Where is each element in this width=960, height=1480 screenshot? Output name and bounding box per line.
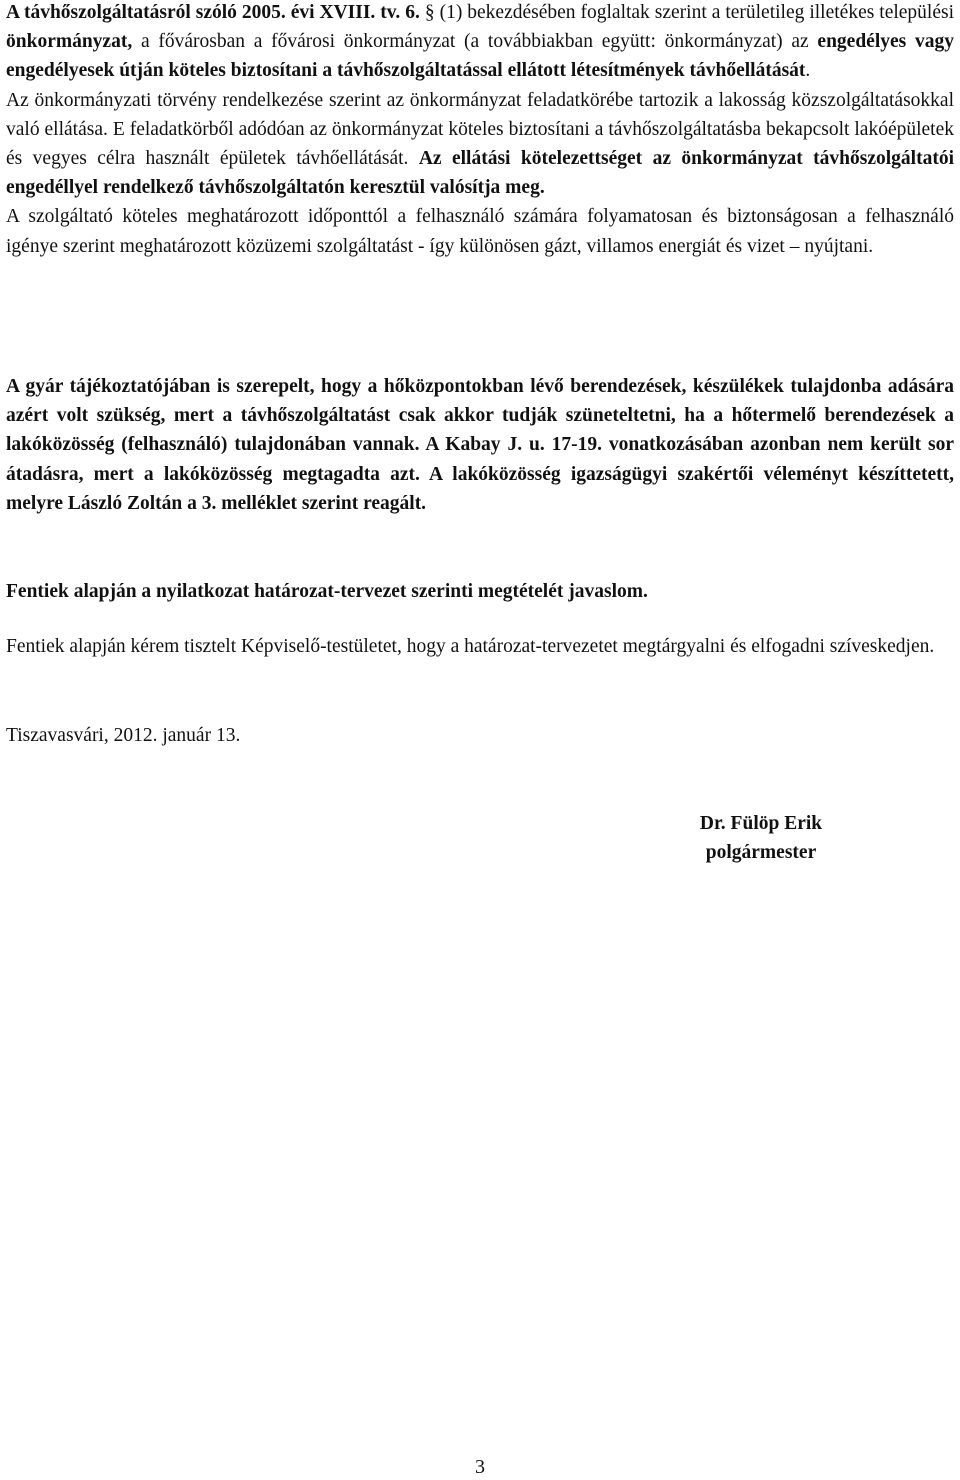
factory-info-paragraph [6, 372, 954, 518]
page-number: 3 [475, 1456, 485, 1478]
section-sign-icon: § [424, 2, 435, 23]
bold-fragment: engedélyes vagy engedélyesek útján köteles biztosítani a távhőszolgáltatással ellátott létesítmények távhőellátását [6, 31, 954, 82]
request-paragraph: Fentiek alapján kérem tisztelt Képviselő-testületet, hogy a határozat-tervezetet megtárgyalni és elfogadni szíveskedjen. [6, 636, 935, 657]
bold-fragment: Az ellátási kötelezettséget az önkormányzat távhőszolgáltatói engedéllyel rendelkező távhőszolgáltatón keresztül valósítja meg. [6, 148, 954, 199]
place-date: Tiszavasvári, 2012. január 13. [6, 725, 241, 746]
legal-basis-section [6, 0, 954, 261]
signature-block [666, 809, 856, 867]
place-date-section [6, 721, 954, 750]
signatory-name: Dr. Fülöp Erik [699, 813, 823, 834]
text-fragment: (1) bekezdésében foglaltak szerint a területileg illetékes települési [434, 2, 954, 23]
text-fragment: . [805, 60, 811, 82]
text-fragment: a fővárosban a fővárosi önkormányzat (a továbbiakban együtt: önkormányzat) az [132, 31, 818, 53]
request-section [6, 632, 954, 661]
proposal-paragraph [6, 577, 954, 606]
bold-fragment: önkormányzat, [6, 31, 133, 53]
text-fragment: Az önkormányzati törvény rendelkezése szerint az önkormányzat feladatkörébe tartozik a lakosság közszolgáltatásokkal való ellátása. [6, 89, 954, 140]
text-fragment: E feladatkörből adódóan az önkormányzat köteles biztosítani a távhőszolgáltatásba bekapcsolt lakóépületek és vegyes célra használt épületek távhőellátását. [6, 118, 954, 170]
bold-fragment: A gyár tájékoztatójában is szerepelt, hogy a hőközpontokban lévő berendezések, készülékek tulajdonba adására azért volt szükség, mert a távhőszolgáltatást csak akkor tudják szüneteltetni, ha a hőtermelő berendezések a lakóközösség (felhasználó) tulajdonában vannak. A Kabay J. u. 17-19. vonatkozásában azonban nem került sor átadásra, mert a lakóközösség megtagadta azt. A lakóközösség igazságügyi szakértői véleményt készíttetett, melyre László Zoltán a 3. melléklet szerint reagált. [6, 376, 954, 514]
municipal-duty-paragraph [6, 86, 954, 203]
signatory-title: polgármester [705, 842, 817, 864]
proposal-section [6, 577, 954, 606]
provider-duty-paragraph: A szolgáltató köteles meghatározott időponttól a felhasználó számára folyamatosan és biztonságosan a felhasználó igénye szerint meghatározott közüzemi szolgáltatást - így különösen gázt, villamos energiát és vizet – nyújtani. [6, 206, 954, 257]
law-reference: A távhőszolgáltatásról szóló 2005. évi XVIII. tv. 6. [6, 2, 420, 23]
legal-basis-paragraph [6, 0, 954, 86]
bold-fragment: Fentiek alapján a nyilatkozat határozat-tervezet szerinti megtételét javaslom. [6, 581, 648, 602]
factory-info-section [6, 372, 954, 518]
